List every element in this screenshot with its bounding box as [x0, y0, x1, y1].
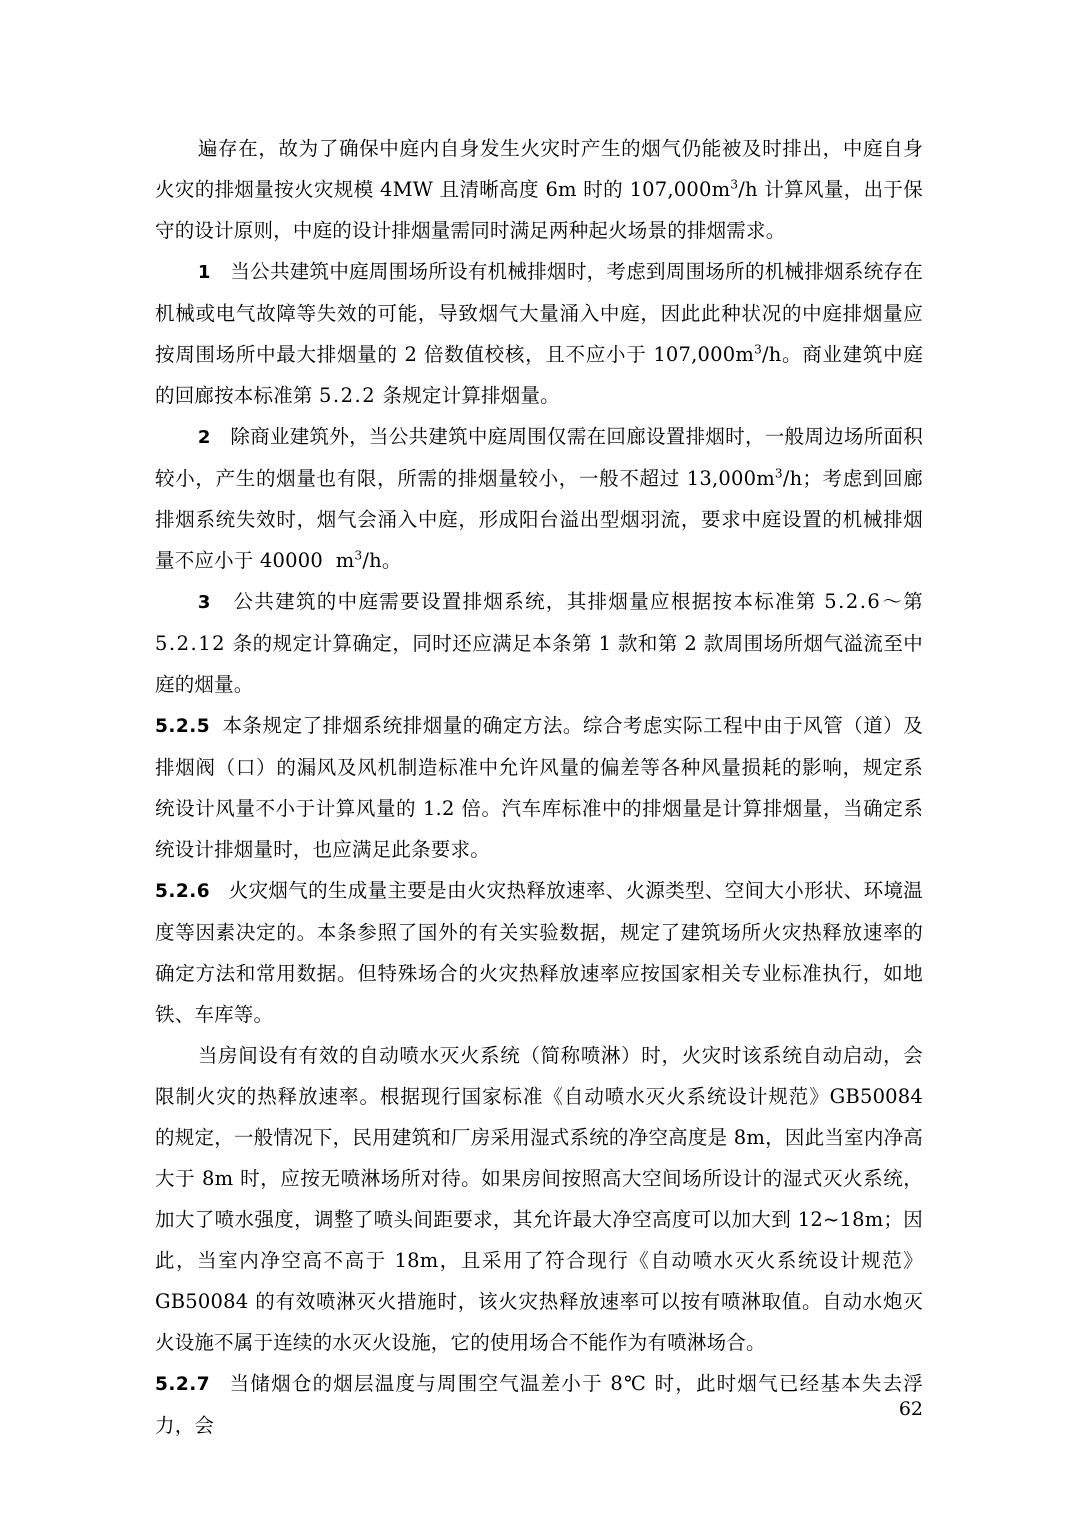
clause-5-2-7: 5.2.7 当储烟仓的烟层温度与周围空气温差小于 8℃ 时，此时烟气已经基本失去浮力，会 [155, 1372, 924, 1437]
paragraph-item-1: 1 当公共建筑中庭周围场所设有机械排烟时，考虑到周围场所的机械排烟系统存在机械或电气故障等失效的可能，导致烟气大量涌入中庭，因此此种状况的中庭排烟量应按周围场所中最大排烟量的 2 倍数值校核，且不应小于 $107,000m^3/h$。商业建筑中庭的回廊按本标准第 5.2.2 条规定计算排烟量。 [155, 260, 923, 407]
clause-number: 5.2.7 [155, 1374, 211, 1395]
clause-5-2-6: 5.2.6 火灾烟气的生成量主要是由火灾热释放速率、火源类型、空间大小形状、环境温度等因素决定的。本条参照了国外的有关实验数据，规定了建筑场所火灾热释放速率的确定方法和常用数据。但特殊场合的火灾热释放速率应按国家相关专业标准执行，如地铁、车库等。 [155, 879, 923, 1026]
page-number: 62 [898, 1398, 923, 1420]
paragraph-intro: 遍存在，故为了确保中庭内自身发生火灾时产生的烟气仍能被及时排出，中庭自身火灾的排烟量按火灾规模 4MW 且清晰高度 6m 时的 $107,000m^3/h$ 计算风量，出于保守的设计原则，中庭的设计排烟量需同时满足两种起火场景的排烟需求。 [155, 137, 923, 242]
clause-number: 5.2.6 [155, 881, 211, 902]
clause-5-2-5: 5.2.5 本条规定了排烟系统排烟量的确定方法。综合考虑实际工程中由于风管（道）及排烟阀（口）的漏风及风机制造标准中允许风量的偏差等各种风量损耗的影响，规定系统设计风量不小于计算风量的 1.2 倍。汽车库标准中的排烟量是计算排烟量，当确定系统设计排烟量时，也应满足此条要求。 [155, 714, 924, 861]
paragraph-item-2: 2 除商业建筑外，当公共建筑中庭周围仅需在回廊设置排烟时，一般周边场所面积较小，产生的烟量也有限，所需的排烟量较小，一般不超过 $13,000m^3/h$；考虑到回廊排烟系统失效时，烟气会涌入中庭，形成阳台溢出型烟羽流，要求中庭设置的机械排烟量不应小于 40000 $m^3/h$。 [155, 425, 923, 572]
item-number-3: 3 [197, 592, 211, 613]
clause-number: 5.2.5 [155, 716, 211, 737]
paragraph-item-3: 3 公共建筑的中庭需要设置排烟系统，其排烟量应根据按本标准第 5.2.6～第 5.2.12 条的规定计算确定，同时还应满足本条第 1 款和第 2 款周围场所烟气溢流至中庭的烟量。 [155, 590, 923, 696]
paragraph-sprinkler: 当房间设有有效的自动喷水灭火系统（简称喷淋）时，火灾时该系统自动启动，会限制火灾的热释放速率。根据现行国家标准《自动喷水灭火系统设计规范》GB50084 的规定，一般情况下，民用建筑和厂房采用湿式系统的净空高度是 8m，因此当室内净高大于 8m 时，应按无喷淋场所对待。如果房间按照高大空间场所设计的湿式灭火系统，加大了喷水强度，调整了喷头间距要求，其允许最大净空高度可以加大到 12~18m；因此，当室内净空高不高于 18m，且采用了符合现行《自动喷水灭火系统设计规范》GB50084 的有效喷淋灭火措施时，该火灾热释放速率可以按有喷淋取值。自动水炮灭火设施不属于连续的水灭火设施，它的使用场合不能作为有喷淋场合。 [155, 1044, 923, 1354]
item-number-2: 2 [197, 427, 211, 448]
item-number-1: 1 [197, 262, 211, 283]
page-body [155, 128, 923, 1446]
